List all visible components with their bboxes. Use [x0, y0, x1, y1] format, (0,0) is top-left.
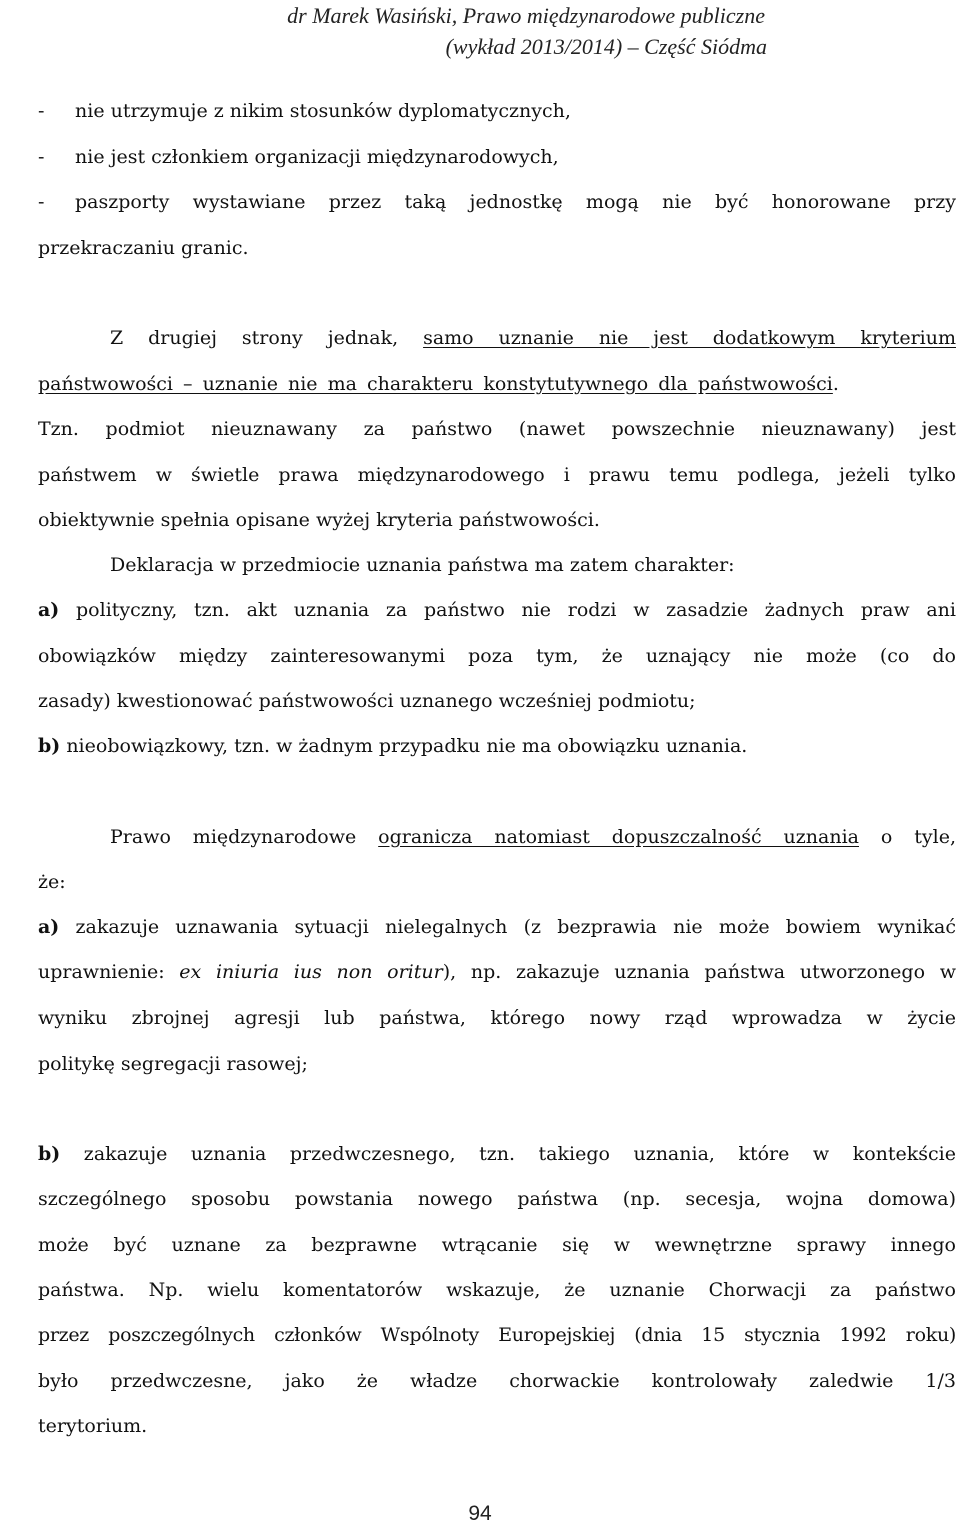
paragraph-line: b) nieobowiązkowy, tzn. w żadnym przypadku nie ma obowiązku uznania.: [38, 735, 748, 757]
paragraph-line: b) zakazuje uznania przedwczesnego, tzn. takiego uznania, które w kontekście: [38, 1143, 956, 1165]
paragraph-line: przez poszczególnych członków Wspólnoty Europejskiej (dnia 15 stycznia 1992 roku): [38, 1324, 956, 1346]
paragraph-line: a) zakazuje uznawania sytuacji nielegalnych (z bezprawia nie może bowiem wynikać: [38, 916, 956, 938]
paragraph-line: obowiązków między zainteresowanymi poza tym, że uznający nie może (co do: [38, 645, 956, 667]
paragraph-line: Deklaracja w przedmiocie uznania państwa ma zatem charakter:: [110, 554, 735, 576]
paragraph-line: obiektywnie spełnia opisane wyżej kryteria państwowości.: [38, 509, 600, 531]
list-continuation: przekraczaniu granic.: [38, 237, 249, 259]
paragraph-line: a) polityczny, tzn. akt uznania za państwo nie rodzi w zasadzie żadnych praw ani: [38, 599, 956, 621]
list-item: - paszporty wystawiane przez taką jednostkę mogą nie być honorowane przy: [38, 191, 956, 213]
paragraph-line: zasady) kwestionować państwowości uznanego wcześniej podmiotu;: [38, 690, 696, 712]
paragraph-line: może być uznane za bezprawne wtrącanie się w wewnętrzne sprawy innego: [38, 1234, 956, 1256]
header-line-1: dr Marek Wasiński, Prawo międzynarodowe publiczne: [287, 3, 765, 28]
paragraph-line: państwem w świetle prawa międzynarodowego i prawu temu podlega, jeżeli tylko: [38, 464, 956, 486]
paragraph-line: wyniku zbrojnej agresji lub państwa, którego nowy rząd wprowadza w życie: [38, 1007, 956, 1029]
paragraph-line: państwowości – uznanie nie ma charakteru konstytutywnego dla państwowości.: [38, 373, 839, 395]
running-header: [165, 0, 765, 62]
paragraph-line: było przedwczesne, jako że władze chorwackie kontrolowały zaledwie 1/3: [38, 1370, 956, 1392]
paragraph-line: że:: [38, 871, 66, 893]
paragraph-line: szczególnego sposobu powstania nowego państwa (np. secesja, wojna domowa): [38, 1188, 956, 1210]
paragraph-line: terytorium.: [38, 1415, 148, 1437]
list-item: - nie jest członkiem organizacji międzynarodowych,: [38, 146, 559, 168]
paragraph-line: Z drugiej strony jednak, samo uznanie nie jest dodatkowym kryterium: [110, 327, 956, 349]
paragraph-line: uprawnienie: ex iniuria ius non oritur), np. zakazuje uznania państwa utworzonego w: [38, 961, 956, 983]
page-number: 94: [468, 1502, 492, 1525]
header-line-2: (wykład 2013/2014) – Część Siódma: [445, 34, 767, 59]
paragraph-line: politykę segregacji rasowej;: [38, 1053, 308, 1075]
paragraph-line: Tzn. podmiot nieuznawany za państwo (nawet powszechnie nieuznawany) jest: [38, 418, 956, 440]
list-item: - nie utrzymuje z nikim stosunków dyplomatycznych,: [38, 100, 571, 122]
paragraph-line: państwa. Np. wielu komentatorów wskazuje, że uznanie Chorwacji za państwo: [38, 1279, 956, 1301]
paragraph-line: Prawo międzynarodowe ogranicza natomiast dopuszczalność uznania o tyle,: [110, 826, 956, 848]
